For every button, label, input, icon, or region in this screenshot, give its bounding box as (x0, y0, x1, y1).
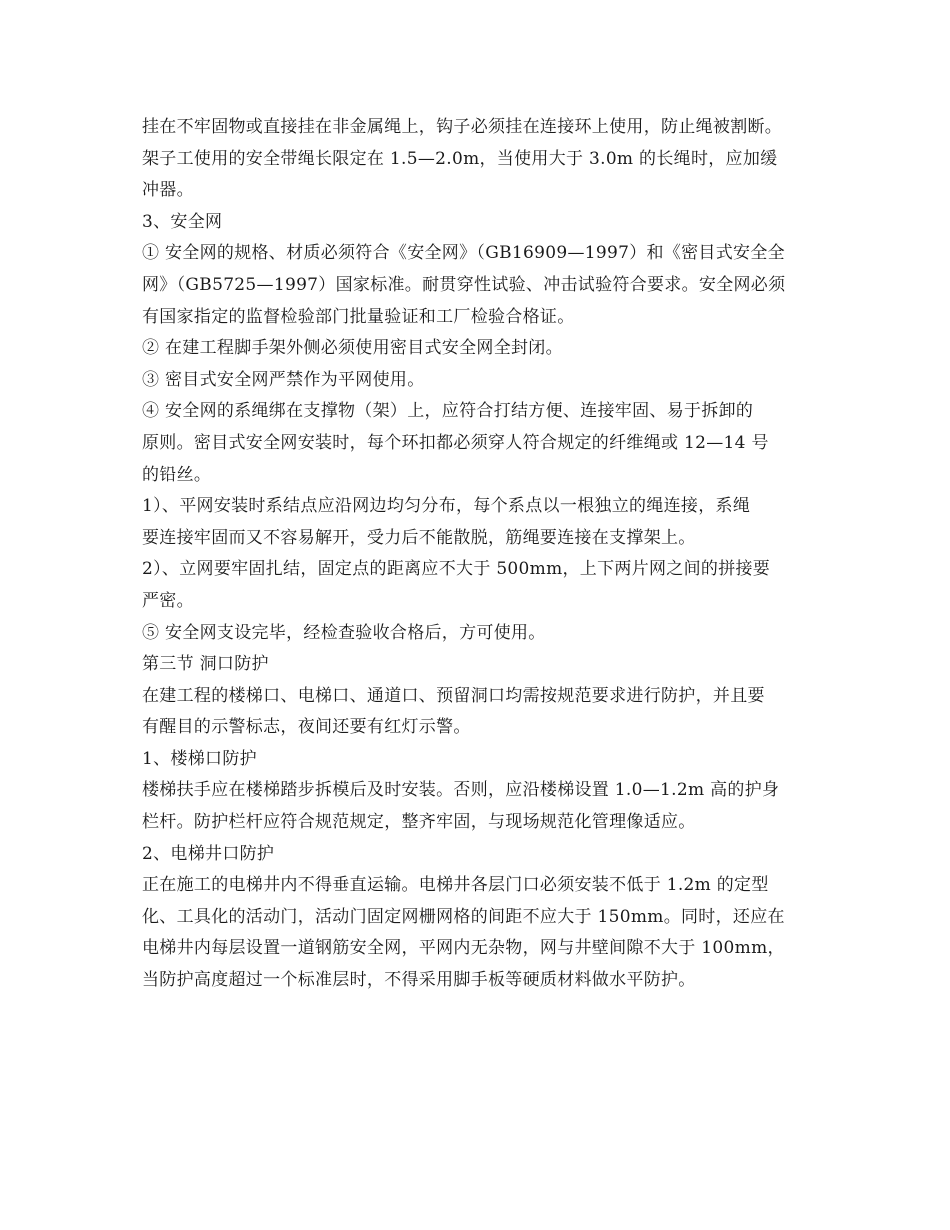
text-line: ⑤ 安全网支设完毕，经检查验收合格后，方可使用。 (142, 622, 546, 643)
text-line: 架子工使用的安全带绳长限定在 1.5—2.0m，当使用大于 3.0m 的长绳时，应加缓 (142, 148, 778, 169)
document-body (142, 112, 832, 997)
text-line: 冲器。 (142, 180, 194, 201)
text-line: 在建工程的楼梯口、电梯口、通道口、预留洞口均需按规范要求进行防护，并且要 (142, 685, 765, 706)
text-line: 2）、立网要牢固扎结，固定点的距离应不大于 500mm，上下两片网之间的拼接要 (142, 559, 771, 580)
text-line: 化、工具化的活动门，活动门固定网栅网格的间距不应大于 150mm。同时，还应在 (142, 906, 785, 927)
section-heading: 2、电梯井口防护 (142, 843, 275, 864)
text-line: 挂在不牢固物或直接挂在非金属绳上，钩子必须挂在连接环上使用，防止绳被割断。 (142, 117, 783, 137)
section-heading: 第三节 洞口防护 (142, 654, 269, 675)
text-line: 正在施工的电梯井内不得垂直运输。电梯井各层门口必须安装不低于 1.2m 的定型 (142, 875, 769, 896)
text-line: ② 在建工程脚手架外侧必须使用密目式安全网全封闭。 (142, 338, 563, 359)
text-line: 网》（GB5725—1997）国家标准。耐贯穿性试验、冲击试验符合要求。安全网必须 (142, 274, 786, 295)
section-heading: 3、安全网 (142, 211, 223, 232)
text-line: 的铅丝。 (142, 464, 212, 485)
text-line: 严密。 (142, 590, 194, 611)
text-line: 有国家指定的监督检验部门批量验证和工厂检验合格证。 (142, 306, 575, 327)
text-line: 要连接牢固而又不容易解开，受力后不能散脱，筋绳要连接在支撑架上。 (142, 527, 696, 548)
text-line: ① 安全网的规格、材质必须符合《安全网》（GB16909—1997）和《密目式安全全 (142, 243, 785, 264)
text-line: 电梯井内每层设置一道钢筋安全网，平网内无杂物，网与井壁间隙不大于 100mm， (142, 938, 785, 959)
text-line: 有醒目的示警标志，夜间还要有红灯示警。 (142, 717, 471, 738)
text-line: 栏杆。防护栏杆应符合规范规定，整齐牢固，与现场规范化管理像适应。 (142, 812, 696, 833)
text-line: 原则。密目式安全网安装时，每个环扣都必须穿人符合规定的纤维绳或 12—14 号 (142, 432, 769, 453)
text-line: 当防护高度超过一个标准层时，不得采用脚手板等硬质材料做水平防护。 (142, 970, 696, 991)
text-line: ③ 密目式安全网严禁作为平网使用。 (142, 369, 425, 390)
text-line: 楼梯扶手应在楼梯踏步拆模后及时安装。否则，应沿楼梯设置 1.0—1.2m 高的护身 (142, 780, 780, 801)
section-heading: 1、楼梯口防护 (142, 748, 257, 769)
text-line: ④ 安全网的系绳绑在支撑物（架）上，应符合打结方便、连接牢固、易于拆卸的 (142, 401, 754, 422)
text-line: 1）、平网安装时系结点应沿网边均匀分布，每个系点以一根独立的绳连接，系绳 (142, 496, 751, 517)
